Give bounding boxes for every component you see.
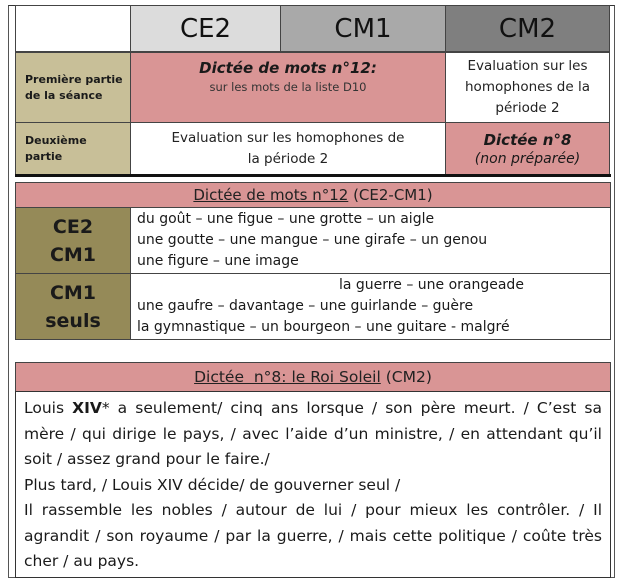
text-dictation-note: (non préparée) xyxy=(474,150,581,167)
word-list-line: du goût – une figue – une grotte – un aigle xyxy=(137,211,435,227)
word-list-ce2-cm1 xyxy=(130,207,611,274)
group-label-line: CM1 xyxy=(49,281,97,304)
row1-cm2-cell xyxy=(445,52,610,123)
word-list-line: une gaufre – davantage – une guirlande – guère xyxy=(137,298,474,314)
column-header-cm2-label: CM2 xyxy=(498,13,557,44)
dictation-paragraph-2: Plus tard, / Louis XIV décide/ de gouverner seul / xyxy=(24,475,401,494)
text-dictation-title: Dictée n°8 xyxy=(483,130,572,149)
word-dictation-header-suffix: (CE2-CM1) xyxy=(348,186,433,204)
header-empty-cell xyxy=(15,5,131,52)
group-label-line: seuls xyxy=(45,309,101,332)
word-dictation-title: Dictée de mots n°12: xyxy=(199,59,377,77)
cm2-evaluation-text: Evaluation sur les homophones de la période 2 xyxy=(465,58,590,116)
text-dictation-header-suffix: (CM2) xyxy=(380,368,432,386)
section-divider xyxy=(15,174,611,177)
row2-cm2-cell xyxy=(445,122,610,175)
dictation-text: * a seulement/ cinq ans lorsque / son père meurt. / C’est sa mère / qui dirige le pays, / avec l’aide d’un ministre, / en attendant qu’il soit / assez grand pour le faire./ xyxy=(24,399,602,468)
word-list-line: la gymnastique – un bourgeon – une guitare - malgré xyxy=(137,319,510,335)
column-header-ce2 xyxy=(130,5,281,52)
text-dictation-body xyxy=(15,391,611,578)
row1-ce2-cm1-cell xyxy=(130,52,446,123)
group-label-line: CM1 xyxy=(49,243,97,266)
word-dictation-header-text xyxy=(193,186,432,204)
word-dictation-header xyxy=(15,182,611,208)
row-label-text: Première partie de la séance xyxy=(25,72,123,102)
group-label-cm1-only xyxy=(15,273,131,340)
column-header-ce2-label: CE2 xyxy=(179,13,232,44)
dictation-paragraph-3: Il rassemble les nobles / autour de lui / pour mieux les contrôler. / Il agrandit / son royaume / par la guerre, / mais cette politique / coûte très cher / au pays. xyxy=(24,501,602,570)
row-label-first-part xyxy=(15,52,131,123)
row-label-second-part xyxy=(15,122,131,175)
row2-ce2-cm1-cell xyxy=(130,122,446,175)
column-header-cm2 xyxy=(445,5,610,52)
dictation-paragraph-1 xyxy=(24,396,602,473)
word-dictation-subtitle: sur les mots de la liste D10 xyxy=(209,80,367,94)
group-label-line: CE2 xyxy=(52,215,94,238)
row-label-text: Deuxième partie xyxy=(25,133,87,163)
word-list-line: une figure – une image xyxy=(137,253,299,269)
ce2-cm1-evaluation-text: Evaluation sur les homophones de la période 2 xyxy=(171,129,405,167)
word-list-line: la guerre – une orangeade xyxy=(339,277,524,293)
word-list-line: une goutte – une mangue – une girafe – un genou xyxy=(137,232,488,248)
word-dictation-header-underlined: Dictée de mots n°12 xyxy=(193,186,349,204)
group-label-ce2-cm1 xyxy=(15,207,131,274)
text-dictation-header-text xyxy=(194,368,432,386)
column-header-cm1 xyxy=(280,5,446,52)
word-list-cm1-only xyxy=(130,273,611,340)
column-header-cm1-label: CM1 xyxy=(334,13,392,44)
text-dictation-header-underlined: Dictée n°8: le Roi Soleil xyxy=(194,368,381,386)
dictation-bold-text: XIV xyxy=(72,399,102,417)
text-dictation-header xyxy=(15,362,611,392)
dictation-text: Louis xyxy=(24,399,73,417)
